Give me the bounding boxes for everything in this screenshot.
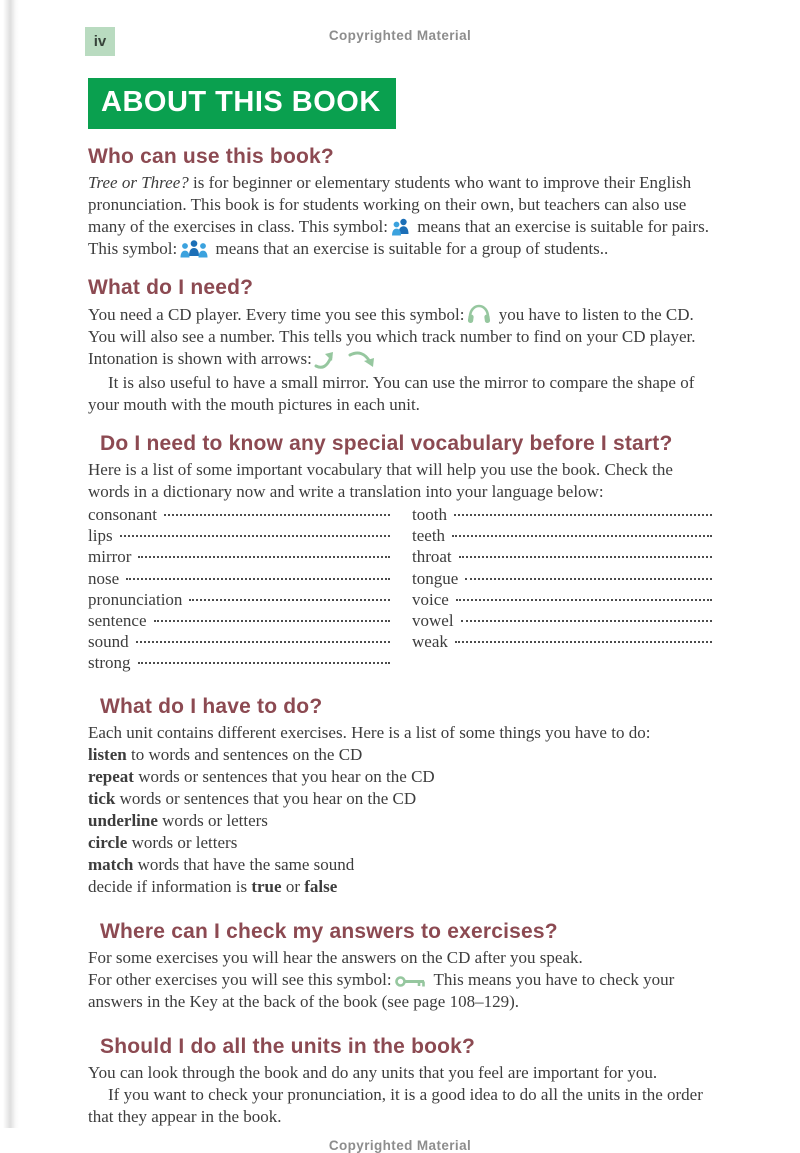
vocab-word: voice <box>412 589 449 609</box>
vocab-word: tongue <box>412 568 459 588</box>
todo-rest: words or letters <box>127 832 238 852</box>
todo-rest: words that have the same sound <box>133 854 355 874</box>
todo-item <box>88 854 712 876</box>
vocab-row <box>88 526 390 547</box>
vocab-word: lips <box>88 526 113 546</box>
who-paragraph <box>88 172 712 260</box>
answers-text-b: This means you have to check your answers in the Key at the back of the book (see page 108–129). <box>88 969 675 1011</box>
page-content <box>88 43 712 1128</box>
vocab-row <box>88 569 390 590</box>
todo-item <box>88 810 712 832</box>
answers-paragraph-1: For some exercises you will hear the answers on the CD after you speak. <box>88 947 583 967</box>
rising-intonation-arrow-icon <box>314 348 344 372</box>
headphones-icon <box>467 303 491 324</box>
vocab-word: vowel <box>412 610 454 630</box>
answers-text-a: For other exercises you will see this symbol: <box>88 969 392 989</box>
todo-item <box>88 832 712 854</box>
need-paragraph-1 <box>88 303 712 372</box>
vocab-row <box>88 590 390 611</box>
page-number-badge: iv <box>85 27 115 56</box>
dotted-leader <box>138 556 390 558</box>
falling-intonation-arrow-icon <box>348 348 382 372</box>
vocab-row <box>88 632 390 653</box>
vocab-word: weak <box>412 632 448 652</box>
dotted-leader <box>138 662 391 664</box>
who-text-c: means that an exercise is suitable for a group of students.. <box>211 239 609 258</box>
chapter-title-banner: ABOUT THIS BOOK <box>88 78 396 129</box>
vocabulary-list <box>88 505 712 675</box>
vocab-word: strong <box>88 653 131 673</box>
todo-item-last <box>88 876 712 898</box>
todo-rest: to words and sentences on the CD <box>126 744 363 764</box>
units-paragraph-1: You can look through the book and do any units that you feel are important for you. <box>88 1062 658 1082</box>
vocab-row <box>412 526 712 547</box>
todo-rest: decide if information is <box>88 876 252 896</box>
section-heading-answers: Where can I check my answers to exercises? <box>100 919 558 943</box>
section-heading-units: Should I do all the units in the book? <box>100 1034 476 1058</box>
section-heading-who: Who can use this book? <box>88 145 334 168</box>
vocab-word: nose <box>88 568 120 588</box>
vocab-row <box>88 505 390 526</box>
vocab-row <box>412 590 712 611</box>
todo-rest: words or letters <box>157 810 268 830</box>
todo-false: false <box>304 876 338 896</box>
vocab-row <box>88 547 390 568</box>
dotted-leader <box>126 578 390 580</box>
todo-rest: or <box>281 876 305 896</box>
dotted-leader <box>461 620 712 622</box>
vocab-row <box>88 653 390 674</box>
vocab-intro: Here is a list of some important vocabulary that will help you use the book. Check the words in a dictionary now and write a translation into your language below: <box>88 460 673 501</box>
todo-verb: repeat <box>88 766 134 786</box>
vocab-row <box>412 505 712 526</box>
todo-verb: match <box>88 854 134 874</box>
section-heading-need: What do I need? <box>88 276 254 299</box>
vocab-word: tooth <box>412 505 447 524</box>
todo-item <box>88 766 712 788</box>
section-heading-todo: What do I have to do? <box>100 694 323 718</box>
vocab-row <box>412 632 712 653</box>
dotted-leader <box>465 578 712 580</box>
need-text-a: You need a CD player. Every time you see this symbol: <box>88 305 465 324</box>
need-text-b: you have to listen to the CD. You will also see a number. This tells you which track number to find on your CD player. Intonation is shown with arrows: <box>88 305 696 368</box>
section-heading-vocab: Do I need to know any special vocabulary before I start? <box>100 432 673 455</box>
group-students-icon <box>180 240 208 258</box>
dotted-leader <box>455 641 712 643</box>
dotted-leader <box>189 599 390 601</box>
todo-verb: circle <box>88 832 128 852</box>
copyright-notice-bottom: Copyrighted Material <box>328 1137 472 1153</box>
todo-item <box>88 788 712 810</box>
answers-paragraph-2 <box>88 969 712 1013</box>
todo-verb: underline <box>88 810 158 830</box>
page-edge-shadow <box>3 0 19 1128</box>
todo-verb: listen <box>88 744 127 764</box>
todo-true: true <box>251 876 282 896</box>
vocab-row <box>88 611 390 632</box>
dotted-leader <box>154 620 390 622</box>
who-text-a: is for beginner or elementary students who want to improve their English pronunciation. This book is for students working on their own, but teachers can also use many of the exercises in class. This symbol: <box>88 173 692 236</box>
dotted-leader <box>164 514 390 516</box>
need-paragraph-2: It is also useful to have a small mirror. You can use the mirror to compare the shape of your mouth with the mouth pictures in each unit. <box>88 373 695 414</box>
vocab-word: sentence <box>88 610 147 630</box>
answer-key-icon <box>395 974 427 989</box>
vocab-row <box>412 547 712 568</box>
vocab-row <box>412 569 712 590</box>
book-title-italic: Tree or Three? <box>88 173 189 192</box>
units-paragraph-2: If you want to check your pronunciation, it is a good idea to do all the units in the order that they appear in the book. <box>88 1084 703 1126</box>
dotted-leader <box>456 599 712 601</box>
dotted-leader <box>136 641 390 643</box>
vocab-word: throat <box>412 547 452 567</box>
who-text-b: means that an exercise is suitable for pairs. This symbol: <box>88 217 709 258</box>
dotted-leader <box>459 556 712 558</box>
vocab-row <box>412 611 712 632</box>
todo-intro: Each unit contains different exercises. Here is a list of some things you have to do: <box>88 722 651 742</box>
vocab-word: teeth <box>412 526 446 546</box>
vocab-word: mirror <box>88 547 132 567</box>
vocabulary-column-right <box>412 505 712 675</box>
vocab-word: consonant <box>88 505 157 524</box>
vocab-word: sound <box>88 632 129 652</box>
todo-rest: words or sentences that you hear on the CD <box>115 788 417 808</box>
todo-verb: tick <box>88 788 116 808</box>
dotted-leader <box>454 514 712 516</box>
pair-students-icon <box>391 218 410 236</box>
copyright-notice-top: Copyrighted Material <box>328 28 472 43</box>
dotted-leader <box>452 535 712 537</box>
dotted-leader <box>120 535 390 537</box>
todo-item <box>88 744 712 766</box>
vocab-word: pronunciation <box>88 589 183 609</box>
vocabulary-column-left <box>88 505 390 675</box>
todo-rest: words or sentences that you hear on the CD <box>133 766 435 786</box>
